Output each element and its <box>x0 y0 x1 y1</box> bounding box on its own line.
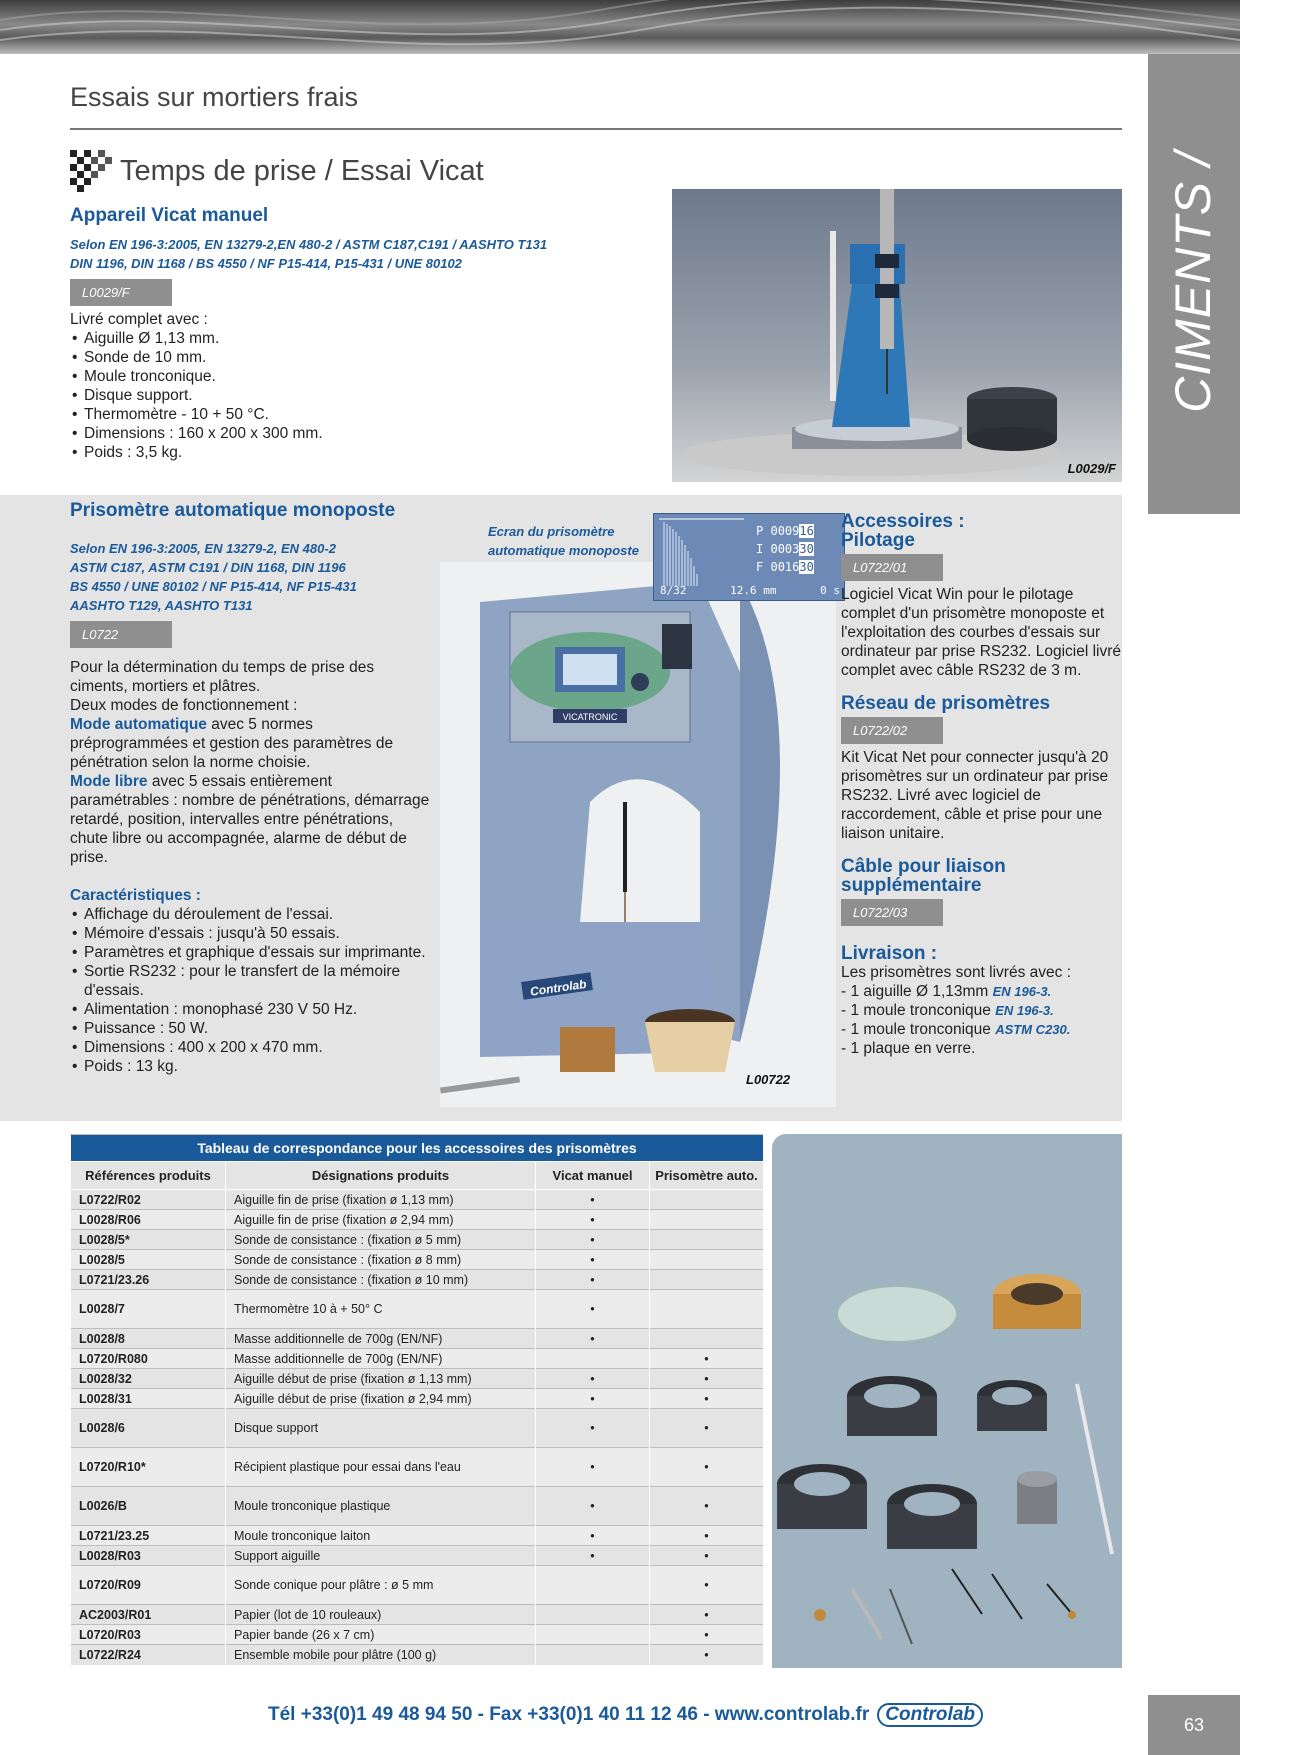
list-item: • Poids : 3,5 kg. <box>70 443 630 462</box>
table-cell: Aiguille fin de prise (fixation ø 1,13 mm) <box>226 1190 536 1210</box>
table-row <box>71 1349 764 1369</box>
table-cell: Aiguille fin de prise (fixation ø 2,94 mm) <box>226 1210 536 1230</box>
table-cell: Sonde de consistance : (fixation ø 10 mm) <box>226 1270 536 1290</box>
table-row <box>71 1526 764 1546</box>
mode-auto-label: Mode automatique <box>70 716 207 733</box>
machine-logo-text: Controlab <box>529 976 588 999</box>
table-cell: • <box>650 1487 764 1526</box>
reseau-title: Réseau de prisomètres <box>841 693 1051 714</box>
accessories-title-2: Pilotage <box>841 530 915 551</box>
livraison-item-std: EN 196-3. <box>995 1003 1054 1018</box>
screen-i-box: 30 <box>799 542 814 556</box>
side-label: CIMENTS / MORTIERS <box>1165 146 1287 418</box>
list-item: • Mémoire d'essais : jusqu'à 50 essais. <box>70 924 430 943</box>
table-cell: L0720/R080 <box>71 1349 226 1369</box>
table-cell: Disque support <box>226 1409 536 1448</box>
table-cell: • <box>536 1487 650 1526</box>
screen-i-value: 0003 <box>770 542 800 556</box>
table-cell: L0028/5* <box>71 1230 226 1250</box>
reseau-text: Kit Vicat Net pour connecter jusqu'à 20 prisomètres sur un ordinateur par prise RS232. Livré avec logiciel de raccordement, câble et prise pour une liaison unitaire. <box>841 749 1109 842</box>
pilotage-ref: L0722/01 <box>841 554 943 581</box>
livraison-list <box>841 963 1123 1058</box>
table-cell: • <box>536 1190 650 1210</box>
footer-logo: Controlab <box>877 1703 983 1727</box>
livraison-item-text: - 1 aiguille Ø 1,13mm <box>841 983 993 1000</box>
livraison-intro: Les prisomètres sont livrés avec : <box>841 964 1072 981</box>
accessories-title-1: Accessoires : <box>841 511 965 532</box>
table-cell: L0028/8 <box>71 1329 226 1349</box>
table-header: Vicat manuel <box>536 1162 650 1190</box>
vicat-manual-intro: Livré complet avec : <box>70 311 208 328</box>
table-cell: Support aiguille <box>226 1546 536 1566</box>
table-cell: • <box>650 1389 764 1409</box>
vicat-manual-title: Appareil Vicat manuel <box>70 205 269 226</box>
top-decorative-band <box>0 0 1240 54</box>
table-cell: Papier (lot de 10 rouleaux) <box>226 1605 536 1625</box>
table-cell <box>650 1230 764 1250</box>
table-cell: • <box>536 1270 650 1290</box>
livraison-item-std: EN 196-3. <box>992 984 1052 999</box>
screen-p-value: 0009 <box>770 524 800 538</box>
list-item: • Paramètres et graphique d'essais sur imprimante. <box>70 943 430 962</box>
table-cell: • <box>650 1369 764 1389</box>
table-cell <box>536 1566 650 1605</box>
vicat-photo-caption: L0029/F <box>1067 461 1116 476</box>
table-row <box>71 1448 764 1487</box>
table-cell: • <box>650 1448 764 1487</box>
prisometre-photo <box>440 562 836 1107</box>
table-cell <box>650 1329 764 1349</box>
list-item: • Disque support. <box>70 386 630 405</box>
list-item: • Alimentation : monophasé 230 V 50 Hz. <box>70 1000 430 1019</box>
list-item <box>841 982 1123 1001</box>
table-cell: • <box>650 1625 764 1645</box>
prisometre-standards-4: AASHTO T129, AASHTO T131 <box>70 598 253 613</box>
mode-libre-text: avec 5 essais entièrement paramétrables : nombre de pénétrations, démarrage retardé, position, intervalles entre pénétrations, chute libre ou accompagnée, alarme de début de prise. <box>70 773 430 866</box>
table-row <box>71 1546 764 1566</box>
prisometre-standards-3: BS 4550 / UNE 80102 / NF P15-414, NF P15-431 <box>70 579 357 594</box>
table-cell: Ensemble mobile pour plâtre (100 g) <box>226 1645 536 1665</box>
livraison-item-text: - 1 moule tronconique <box>841 1021 996 1038</box>
screen-caption-line-2: automatique monoposte <box>488 543 639 558</box>
list-item: • Moule tronconique. <box>70 367 630 386</box>
table-cell: • <box>536 1329 650 1349</box>
table-row <box>71 1409 764 1448</box>
screen-values <box>756 522 814 576</box>
screen-bottom-left: 8/32 <box>660 584 687 597</box>
table-cell: • <box>650 1605 764 1625</box>
table-cell: L0720/R03 <box>71 1625 226 1645</box>
screen-bottom-right: 0 s <box>820 584 840 597</box>
features-title: Caractéristiques : <box>70 887 201 904</box>
table-cell: Aiguille début de prise (fixation ø 1,13 mm) <box>226 1369 536 1389</box>
right-margin <box>1148 54 1287 1755</box>
reseau-ref: L0722/02 <box>841 717 943 744</box>
list-item <box>841 1001 1123 1020</box>
table-row <box>71 1329 764 1349</box>
vicat-manual-photo <box>672 189 1122 482</box>
prisometre-desc-2: Deux modes de fonctionnement : <box>70 697 298 714</box>
section-header: Essais sur mortiers frais <box>70 82 359 112</box>
table-cell: L0720/R10* <box>71 1448 226 1487</box>
pilotage-text: Logiciel Vicat Win pour le pilotage complet d'un prisomètre monoposte et l'exploitation des courbes d'essais sur ordinateur par prise RS232. Logiciel livré complet avec câble RS232 de 3 m. <box>841 586 1122 679</box>
list-item: • Dimensions : 400 x 200 x 470 mm. <box>70 1038 430 1057</box>
table-cell: • <box>536 1409 650 1448</box>
table-cell: Sonde de consistance : (fixation ø 5 mm) <box>226 1230 536 1250</box>
livraison-title: Livraison : <box>841 943 938 964</box>
table-header: Désignations produits <box>226 1162 536 1190</box>
vicat-manual-section <box>70 205 630 462</box>
table-cell: L0028/5 <box>71 1250 226 1270</box>
cable-title-2: supplémentaire <box>841 875 982 896</box>
prisometre-desc-1: Pour la détermination du temps de prise des ciments, mortiers et plâtres. <box>70 659 375 695</box>
list-item <box>841 1020 1123 1039</box>
table-cell: Moule tronconique laiton <box>226 1526 536 1546</box>
list-item: • Dimensions : 160 x 200 x 300 mm. <box>70 424 630 443</box>
screen-f-label: F <box>756 560 764 574</box>
subsection-title: Temps de prise / Essai Vicat <box>120 154 484 187</box>
table-cell: • <box>650 1526 764 1546</box>
screen-bottom-unit: mm <box>763 584 777 597</box>
table-cell <box>650 1290 764 1329</box>
livraison-item-text: - 1 moule tronconique <box>841 1002 996 1019</box>
screen-caption-line-1: Ecran du prisomètre <box>488 524 615 539</box>
prisometre-ref: L0722 <box>70 621 172 648</box>
table-cell: • <box>536 1389 650 1409</box>
table-cell <box>536 1349 650 1369</box>
table-cell: • <box>536 1210 650 1230</box>
table-cell: Sonde de consistance : (fixation ø 8 mm) <box>226 1250 536 1270</box>
checker-icon <box>70 150 112 192</box>
cable-title-1: Câble pour liaison <box>841 856 1006 877</box>
table-cell: • <box>536 1526 650 1546</box>
header-rule <box>70 128 1122 130</box>
screen-bottom-mid: 12.6 <box>730 584 757 597</box>
table-cell: L0026/B <box>71 1487 226 1526</box>
table-cell: L0028/6 <box>71 1409 226 1448</box>
table-row <box>71 1389 764 1409</box>
table-cell: Masse additionnelle de 700g (EN/NF) <box>226 1349 536 1369</box>
table-cell: • <box>650 1645 764 1665</box>
screen-caption <box>488 522 639 560</box>
prisometre-screen <box>653 513 845 601</box>
vicat-manual-standards-2: DIN 1196, DIN 1168 / BS 4550 / NF P15-414, P15-431 / UNE 80102 <box>70 256 462 271</box>
table-cell <box>536 1625 650 1645</box>
table-row <box>71 1566 764 1605</box>
table-cell <box>536 1645 650 1665</box>
table-cell: L0722/R02 <box>71 1190 226 1210</box>
vicat-manual-ref: L0029/F <box>70 279 172 306</box>
screen-bottom-row <box>660 584 840 597</box>
screen-i-label: I <box>756 542 764 556</box>
prisometre-standards-2: ASTM C187, ASTM C191 / DIN 1168, DIN 1196 <box>70 560 346 575</box>
table-cell: • <box>650 1566 764 1605</box>
cable-ref: L0722/03 <box>841 899 943 926</box>
table-cell: • <box>536 1250 650 1270</box>
side-tab <box>1148 54 1287 514</box>
table-cell <box>650 1250 764 1270</box>
list-item: • Puissance : 50 W. <box>70 1019 430 1038</box>
table-row <box>71 1369 764 1389</box>
table-cell: • <box>536 1369 650 1389</box>
livraison-item-text: - 1 plaque en verre. <box>841 1040 976 1057</box>
table-row <box>71 1250 764 1270</box>
mode-libre-label: Mode libre <box>70 773 148 790</box>
table-cell <box>536 1605 650 1625</box>
screen-f-value: 0016 <box>770 560 800 574</box>
prisometre-section <box>70 500 430 1076</box>
subsection-heading <box>70 150 484 192</box>
mode-libre <box>70 772 430 867</box>
table-cell: • <box>536 1546 650 1566</box>
table-cell: L0028/31 <box>71 1389 226 1409</box>
table-cell: L0720/R09 <box>71 1566 226 1605</box>
table-cell: L0028/R06 <box>71 1210 226 1230</box>
table-cell: L0028/R03 <box>71 1546 226 1566</box>
table-row <box>71 1290 764 1329</box>
table-cell: L0721/23.25 <box>71 1526 226 1546</box>
table-header: Prisomètre auto. <box>650 1162 764 1190</box>
table-cell: L0721/23.26 <box>71 1270 226 1290</box>
table-cell: L0028/32 <box>71 1369 226 1389</box>
mode-auto-text: avec 5 normes préprogrammées et gestion des paramètres de pénétration selon la norme choisie. <box>70 716 394 771</box>
list-item <box>841 1039 1123 1058</box>
table-cell: Sonde conique pour plâtre : ø 5 mm <box>226 1566 536 1605</box>
prisometre-photo-caption: L00722 <box>746 1072 791 1087</box>
table-cell: AC2003/R01 <box>71 1605 226 1625</box>
table-row <box>71 1487 764 1526</box>
table-cell: • <box>536 1290 650 1329</box>
table-row <box>71 1270 764 1290</box>
screen-f-box: 30 <box>799 560 814 574</box>
footer-contact-text[interactable]: Tél +33(0)1 49 48 94 50 - Fax +33(0)1 40 11 12 46 - www.controlab.fr <box>268 1704 870 1725</box>
table-cell: • <box>536 1448 650 1487</box>
table-cell: Papier bande (26 x 7 cm) <box>226 1625 536 1645</box>
table-cell: Moule tronconique plastique <box>226 1487 536 1526</box>
footer-contact <box>268 1703 983 1727</box>
screen-row-p <box>756 522 814 540</box>
list-item: • Aiguille Ø 1,13 mm. <box>70 329 630 348</box>
accessories-photo <box>772 1134 1122 1668</box>
page-number: 63 <box>1148 1695 1240 1755</box>
list-item: • Affichage du déroulement de l'essai. <box>70 905 430 924</box>
table-cell <box>650 1210 764 1230</box>
table-cell: • <box>650 1409 764 1448</box>
accessories-section <box>841 512 1123 1058</box>
vicat-manual-standards-1: Selon EN 196-3:2005, EN 13279-2,EN 480-2 / ASTM C187,C191 / AASHTO T131 <box>70 237 548 252</box>
livraison-item-std: ASTM C230. <box>995 1022 1071 1037</box>
table-cell: • <box>650 1349 764 1369</box>
vicat-manual-contents <box>70 310 630 462</box>
machine-brand-text: VICATRONIC <box>562 712 618 722</box>
table-cell <box>650 1190 764 1210</box>
screen-row-f <box>756 558 814 576</box>
screen-p-box: 16 <box>799 524 814 538</box>
table-header: Références produits <box>71 1162 226 1190</box>
list-item: • Sortie RS232 : pour le transfert de la mémoire d'essais. <box>70 962 430 1000</box>
table-cell: Thermomètre 10 à + 50° C <box>226 1290 536 1329</box>
table-cell: Récipient plastique pour essai dans l'eau <box>226 1448 536 1487</box>
list-item: • Sonde de 10 mm. <box>70 348 630 367</box>
table-cell: Masse additionnelle de 700g (EN/NF) <box>226 1329 536 1349</box>
list-item: • Thermomètre - 10 + 50 °C. <box>70 405 630 424</box>
correspondence-table <box>70 1134 764 1665</box>
table-title: Tableau de correspondance pour les accessoires des prisomètres <box>71 1135 764 1162</box>
table-cell: L0722/R24 <box>71 1645 226 1665</box>
table-row <box>71 1190 764 1210</box>
screen-p-label: P <box>756 524 764 538</box>
table-cell: L0028/7 <box>71 1290 226 1329</box>
table-row <box>71 1210 764 1230</box>
list-item: • Poids : 13 kg. <box>70 1057 430 1076</box>
table-row <box>71 1230 764 1250</box>
table-cell: • <box>650 1546 764 1566</box>
table-row <box>71 1605 764 1625</box>
table-cell <box>650 1270 764 1290</box>
table-cell: Aiguille début de prise (fixation ø 2,94 mm) <box>226 1389 536 1409</box>
table-row <box>71 1645 764 1665</box>
prisometre-title: Prisomètre automatique monoposte <box>70 500 396 521</box>
table-row <box>71 1625 764 1645</box>
prisometre-standards-1: Selon EN 196-3:2005, EN 13279-2, EN 480-2 <box>70 541 336 556</box>
table-cell: • <box>536 1230 650 1250</box>
screen-row-i <box>756 540 814 558</box>
prisometre-description <box>70 658 430 1076</box>
mode-auto <box>70 715 430 772</box>
